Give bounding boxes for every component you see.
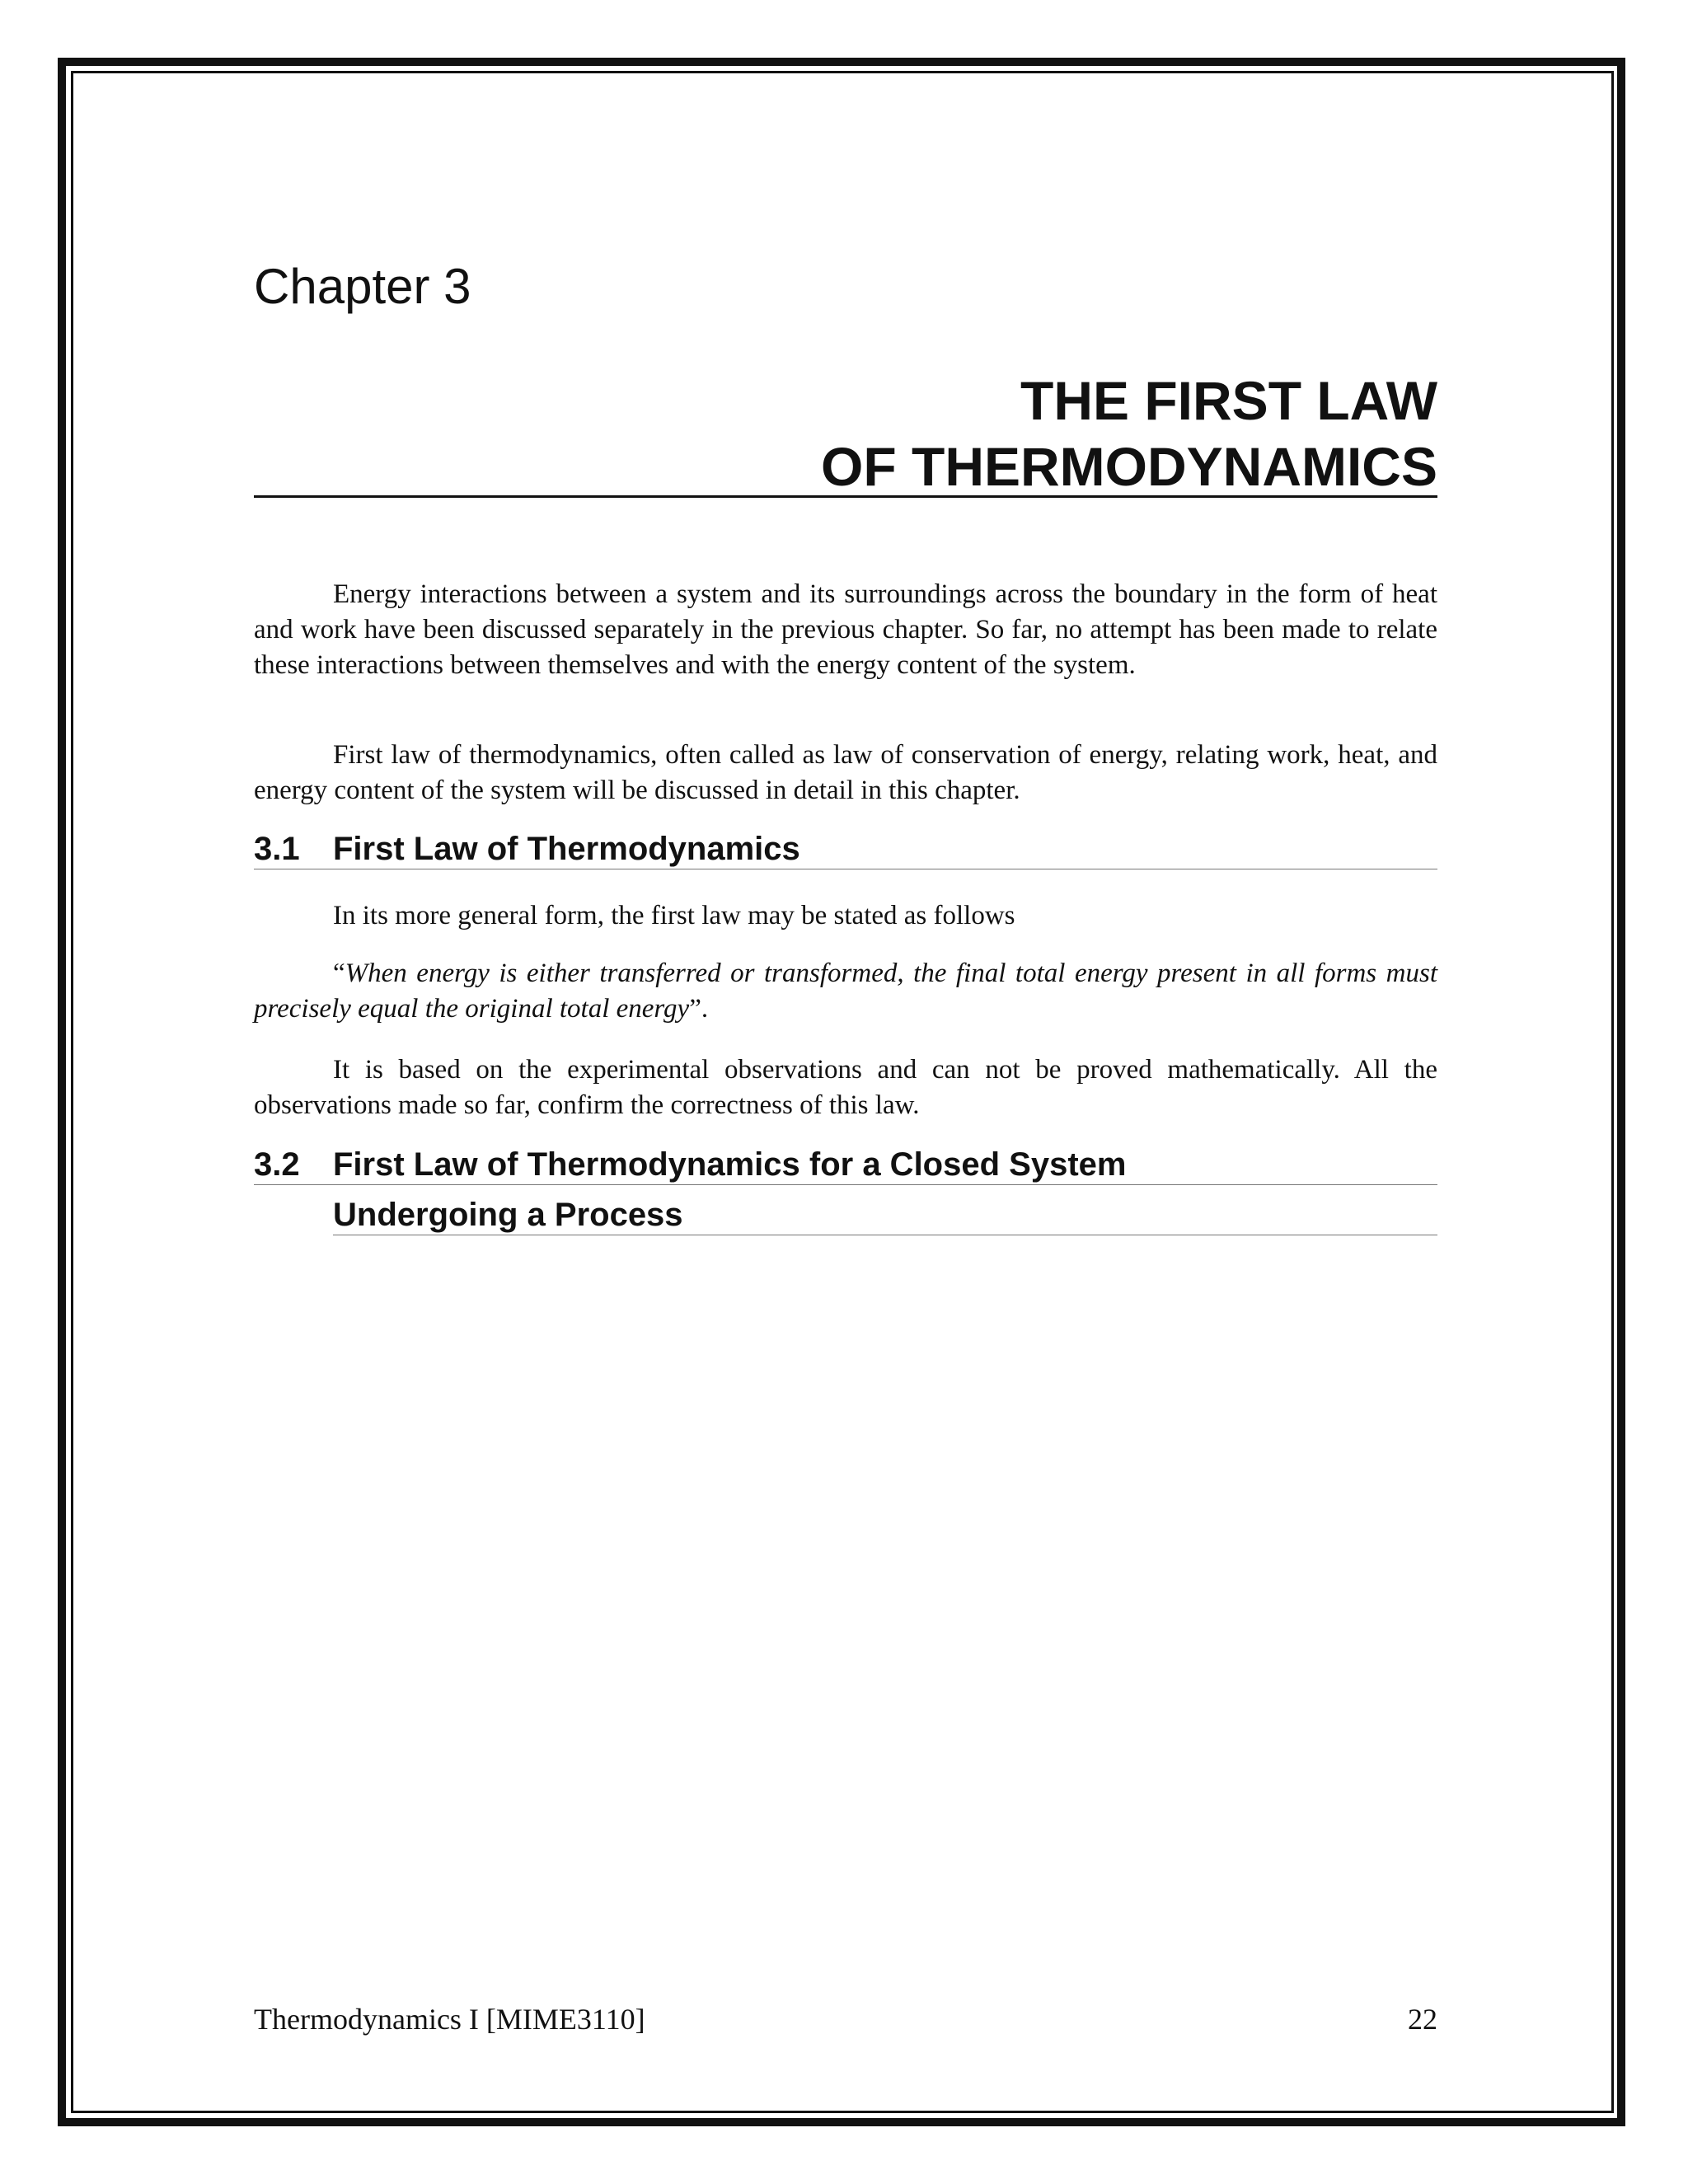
section-3-1-paragraph-3: It is based on the experimental observations and can not be proved mathematically. All the observations made so far, confirm the correctness of this law. [254, 1055, 1437, 1120]
chapter-title-line-2: OF THERMODYNAMICS [821, 436, 1437, 497]
chapter-title-line-1: THE FIRST LAW [1020, 370, 1437, 431]
chapter-title [254, 368, 1437, 499]
chapter-label: Chapter 3 [254, 259, 471, 314]
first-law-statement-quote [254, 956, 1437, 1027]
section-3-2-title-line-1: First Law of Thermodynamics for a Closed System [333, 1146, 1127, 1183]
section-3-1-number: 3.1 [254, 831, 300, 867]
quote-text: When energy is either transferred or transformed, the final total energy present in all forms must precisely equal the original total energy [254, 958, 1437, 1024]
section-3-2-heading-continued [333, 1195, 1437, 1235]
section-3-2-heading [254, 1145, 1437, 1185]
section-3-1-title: First Law of Thermodynamics [333, 831, 800, 867]
intro-paragraph-1: Energy interactions between a system and its surroundings across the boundary in the form of heat and work have been discussed separately in the previous chapter. So far, no attempt has been made to relate these interactions between themselves and with the energy content of the system. [254, 579, 1437, 680]
quote-close-mark: ”. [689, 994, 709, 1024]
section-3-2-number: 3.2 [254, 1146, 300, 1183]
section-3-1-paragraph-1: In its more general form, the first law may be stated as follows [333, 901, 1015, 930]
section-3-1-heading [254, 829, 1437, 869]
quote-open-mark: “ [333, 958, 345, 988]
footer-course-title: Thermodynamics I [MIME3110] [254, 2003, 645, 2036]
intro-paragraph-2: First law of thermodynamics, often called as law of conservation of energy, relating work, heat, and energy content of the system will be discussed in detail in this chapter. [254, 740, 1437, 805]
footer-page-number: 22 [1408, 2003, 1437, 2036]
chapter-title-rule [254, 495, 1437, 498]
section-3-2-title-line-2: Undergoing a Process [333, 1197, 683, 1233]
